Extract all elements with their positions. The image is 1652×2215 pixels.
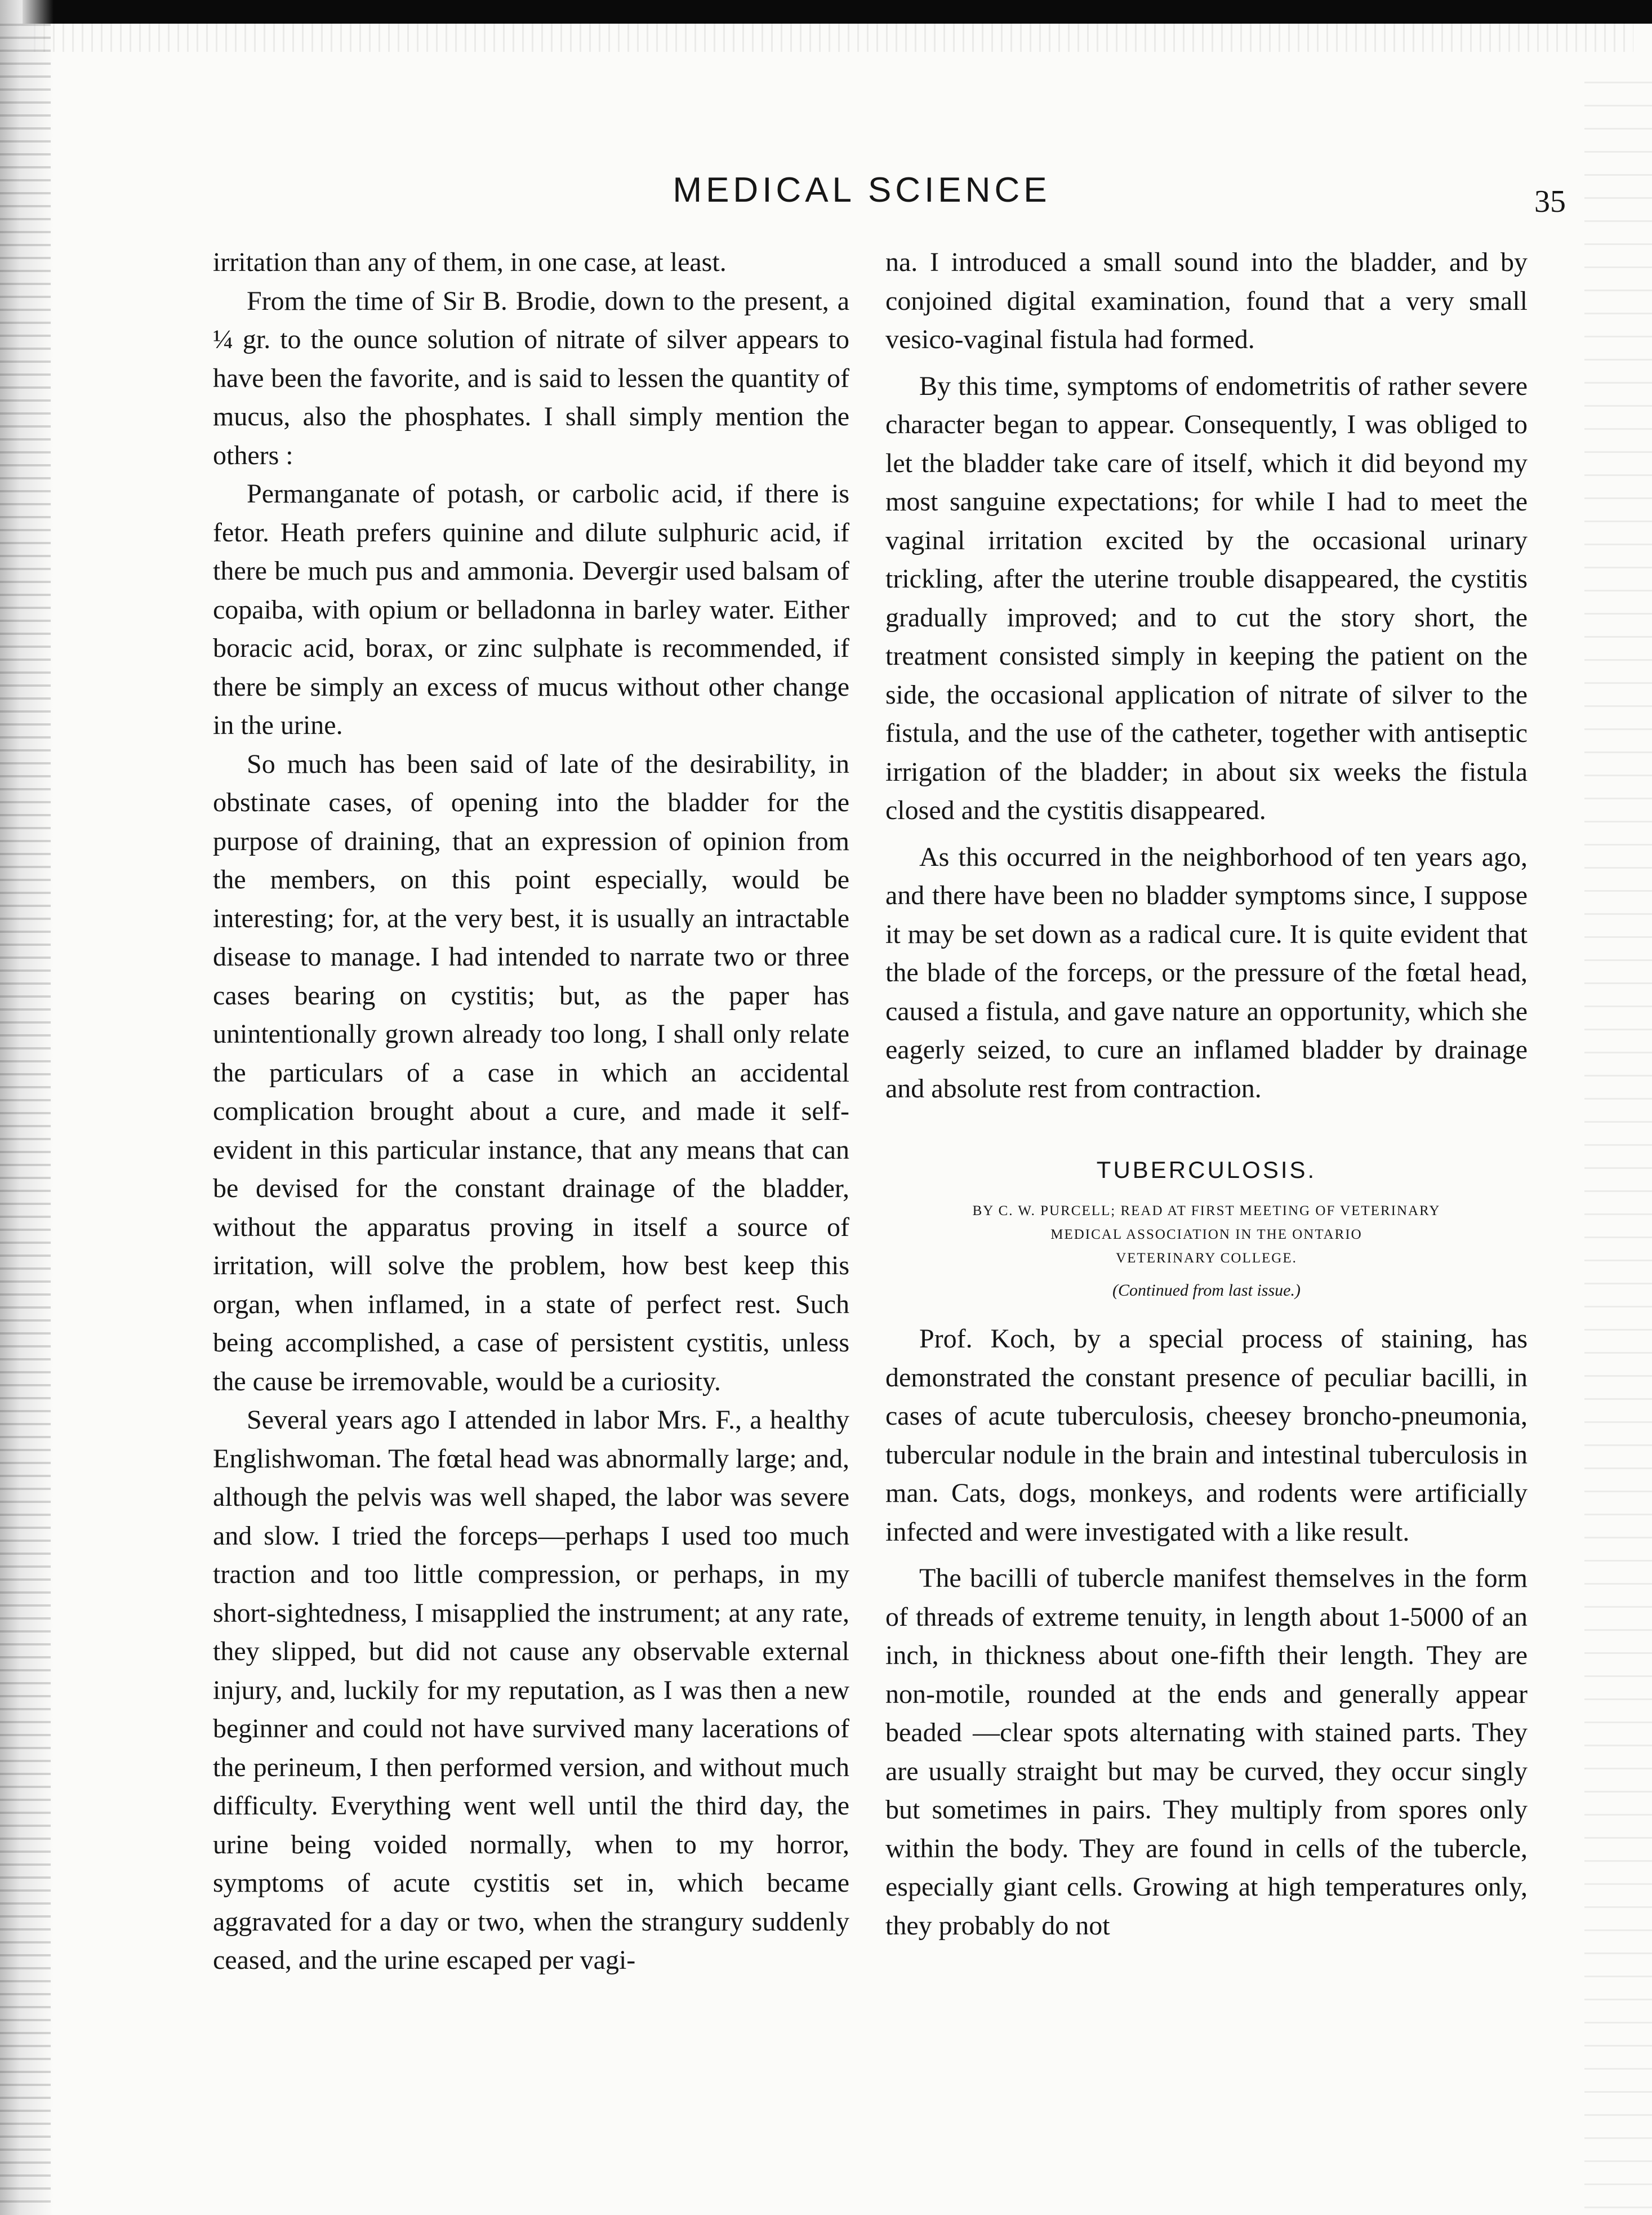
article-title: TUBERCULOSIS.: [1096, 1157, 1317, 1183]
left-column: [213, 243, 849, 1980]
article-byline: [885, 1199, 1528, 1270]
continued-note: (Continued from last issue.): [1112, 1281, 1301, 1300]
right-paragraph: Prof. Koch, by a special process of staining, has demonstrated the constant presence of peculiar bacilli, in cases of acute tuberculosis, cheesey broncho-pneumonia, tubercular nodule in the brain and intestinal tuberculosis in man. Cats, dogs, monkeys, and rodents were artificially infected and were investigated with a like result.: [885, 1324, 1528, 1547]
byline-line: BY C. W. PURCELL; READ AT FIRST MEETING OF VETERINARY: [972, 1203, 1441, 1218]
right-paragraph: As this occurred in the neighborhood of ten years ago, and there have been no bladder symptoms since, I suppose it may be set down as a radical cure. It is quite evident that the blade of the forceps, or the pressure of the fœtal head, caused a fistula, and gave nature an opportunity, which she eagerly seized, to cure an inflamed bladder by drainage and absolute rest from contraction.: [885, 842, 1528, 1104]
right-paragraph: By this time, symptoms of endometritis of rather severe character began to appear. Consequently, I was obliged to let the bladder take care of itself, which it did beyond my most sanguine expectations; for while I had to meet the vaginal irritation excited by the occasional urinary trickling, after the uterine trouble disappeared, the cystitis gradually improved; and to cut the story short, the treatment consisted simply in keeping the patient on the side, the occasional application of nitrate of silver to the fistula, and the use of the catheter, together with antiseptic irrigation of the bladder; in about six weeks the fistula closed and the cystitis disappeared.: [885, 371, 1528, 825]
left-paragraph: From the time of Sir B. Brodie, down to the present, a ¼ gr. to the ounce solution of nitrate of silver appears to have been the favorite, and is said to lessen the quantity of mucus, also the phosphates. I shall simply mention the others :: [213, 286, 849, 470]
left-paragraph: Several years ago I attended in labor Mrs. F., a healthy Englishwoman. The fœtal head was abnormally large; and, although the pelvis was well shaped, the labor was severe and slow. I tried the forceps—perhaps I used too much traction and too little compression, or perhaps, in my short-sightedness, I misapplied the instrument; at any rate, they slipped, but did not cause any observable external injury, and, luckily for my reputation, as I was then a new beginner and could not have survived many lacerations of the perineum, I then performed version, and without much difficulty. Everything went well until the third day, the urine being voided normally, when to my horror, symptoms of acute cystitis set in, which became aggravated for a day or two, when the strangury suddenly ceased, and the urine escaped per vagi-: [213, 1405, 849, 1975]
right-column: [885, 243, 1528, 1945]
scan-top-noise: [34, 24, 1633, 52]
left-paragraph: irritation than any of them, in one case, at least.: [213, 247, 727, 277]
right-paragraph: The bacilli of tubercle manifest themselves in the form of threads of extreme tenuity, in length about 1-5000 of an inch, in thickness about one-fifth their length. They are non-motile, rounded at the ends and generally appear beaded —clear spots alternating with stained parts. They are usually straight but may be curved, they occur singly but sometimes in pairs. They multiply from spores only within the body. They are found in cells of the tubercle, especially giant cells. Growing at high temperatures only, they probably do not: [885, 1563, 1528, 1941]
running-head: MEDICAL SCIENCE: [673, 171, 1051, 210]
scan-top-border: [23, 0, 1652, 24]
scan-right-edge-noise: [1584, 68, 1652, 2208]
scan-left-edge-noise: [0, 17, 51, 2203]
byline-line: VETERINARY COLLEGE.: [1116, 1251, 1297, 1266]
byline-line: MEDICAL ASSOCIATION IN THE ONTARIO: [1050, 1227, 1362, 1242]
page-number: 35: [1534, 184, 1566, 219]
left-paragraph: So much has been said of late of the desirability, in obstinate cases, of opening into the bladder for the purpose of draining, that an expression of opinion from the members, on this point especially, would be interesting; for, at the very best, it is usually an intractable disease to manage. I had intended to narrate two or three cases bearing on cystitis; but, as the paper has unintentionally grown already too long, I shall only relate the particulars of a case in which an accidental complication brought about a cure, and made it self-evident in this particular instance, that any means that can be devised for the constant drainage of the bladder, without the apparatus proving in itself a source of irritation, will solve the problem, how best keep this organ, when inflamed, in a state of perfect rest. Such being accomplished, a case of persistent cystitis, unless the cause be irremovable, would be a curiosity.: [213, 749, 849, 1396]
right-paragraph: na. I introduced a small sound into the bladder, and by conjoined digital examination, found that a very small vesico-vaginal fistula had formed.: [885, 247, 1528, 354]
left-paragraph: Permanganate of potash, or carbolic acid, if there is fetor. Heath prefers quinine and dilute sulphuric acid, if there be much pus and ammonia. Devergir used balsam of copaiba, with opium or belladonna in barley water. Either boracic acid, borax, or zinc sulphate is recommended, if there be simply an excess of mucus without other change in the urine.: [213, 479, 849, 740]
